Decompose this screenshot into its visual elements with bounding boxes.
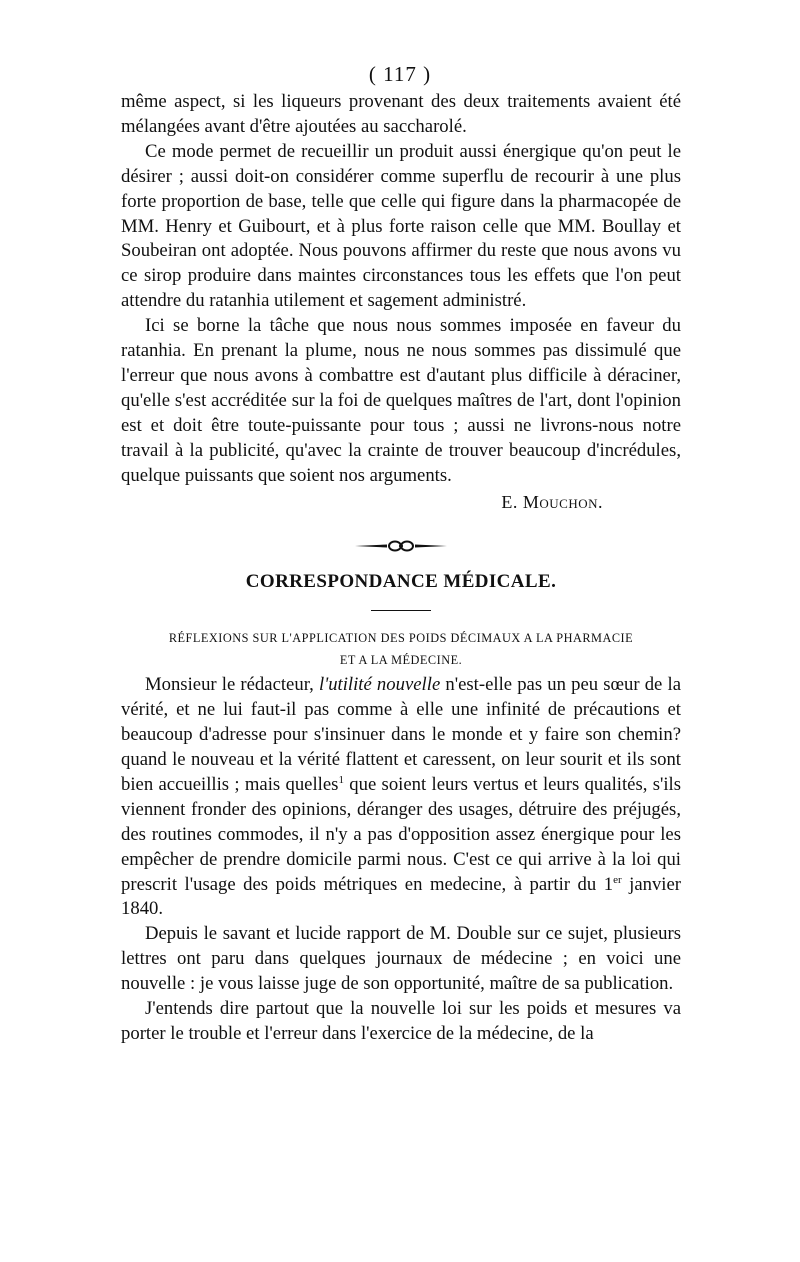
signature-name: Mouchon.	[522, 491, 603, 512]
heading-rule	[371, 610, 431, 611]
letter-salutation: Monsieur le rédacteur,	[145, 674, 319, 696]
letter-paragraph-2: Depuis le savant et lucide rapport de M. Double sur ce sujet, plusieurs lettres ont paru dans quelques journaux de médecine ; en voici une nouvelle : je vous laisse juge de son opportunité, maître de sa publication.	[121, 923, 681, 995]
signature-initial: E.	[501, 491, 523, 512]
letter-body	[121, 673, 681, 1047]
paragraph-continuation: même aspect, si les liqueurs provenant des deux traitements avaient été mélangées avant d'être ajoutées au saccharolé.	[121, 91, 681, 137]
letter-text-c: janvier 1840.	[121, 873, 682, 920]
ordinal-superscript: er	[613, 873, 622, 886]
paragraph-conclusion: Ici se borne la tâche que nous nous sommes imposée en faveur du ratanhia. En prenant la plume, nous ne nous sommes pas dissimulé que l'erreur que nous avons à combattre est d'autant plus difficile à déraciner, qu'elle s'est accréditée sur la foi de quelques maîtres de l'art, dont l'opinion est et doit être toute-puissante pour tous ; aussi ne livrons-nous notre travail à la publicité, qu'avec la crainte de trouver beaucoup d'incrédules, quelque puissants que soient nos arguments.	[121, 315, 681, 486]
section-ornament	[121, 540, 681, 552]
letter-paragraph-3: J'entends dire partout que la nouvelle loi sur les poids et mesures va porter le trouble et l'erreur dans l'exercice de la médecine, de la	[121, 998, 681, 1044]
paragraph-syrup-method: Ce mode permet de recueillir un produit aussi énergique qu'on peut le désirer ; aussi doit-on considérer comme superflu de recourir à une plus forte proportion de base, telle que celle qui figure dans la pharmacopée de MM. Henry et Guibourt, et à plus forte raison celle que MM. Boullay et Soubeiran ont adoptée. Nous pouvons affirmer du reste que nous avons vu ce sirop produire dans maintes circonstances tous les effets que l'on peut attendre du ratanhia utilement et sagement administré.	[121, 140, 681, 312]
text-column	[121, 90, 681, 1047]
section-heading: CORRESPONDANCE MÉDICALE.	[245, 571, 557, 593]
italic-phrase: l'utilité nouvelle	[319, 674, 441, 696]
author-signature	[121, 490, 603, 515]
article-subheading	[121, 627, 681, 671]
page-number: ( 117 )	[368, 62, 432, 86]
letter-text-a: n'est-elle pas un peu sœur de la vérité, et ne lui faut-il pas comme à elle une infinité de précautions et beaucoup d'adresse pour s'insinuer dans le monde et y faire son chemin? quand le nouveau et la vérité flattent et caressent, on leur sourit et ils sont bien accueillis ; mais quelles	[121, 674, 681, 795]
subheading-line-2: ET A LA MÉDECINE.	[339, 653, 463, 668]
ornament-divider-icon	[353, 540, 449, 552]
letter-paragraph-1	[121, 673, 681, 922]
letter-text-b: que soient leurs vertus et leurs qualités, s'ils viennent fronder des opinions, déranger des usages, détruire des préjugés, des routines commodes, il n'y a pas d'opposition assez énergique pour les empêcher de prendre domicile parmi nous. C'est ce qui arrive à la loi qui prescrit l'usage des poids métriques en medecine, à partir du 1	[121, 773, 681, 895]
footnote-mark: 1	[338, 773, 344, 786]
subheading-line-1: RÉFLEXIONS SUR L'APPLICATION DES POIDS DÉCIMAUX A LA PHARMACIE	[168, 631, 634, 646]
